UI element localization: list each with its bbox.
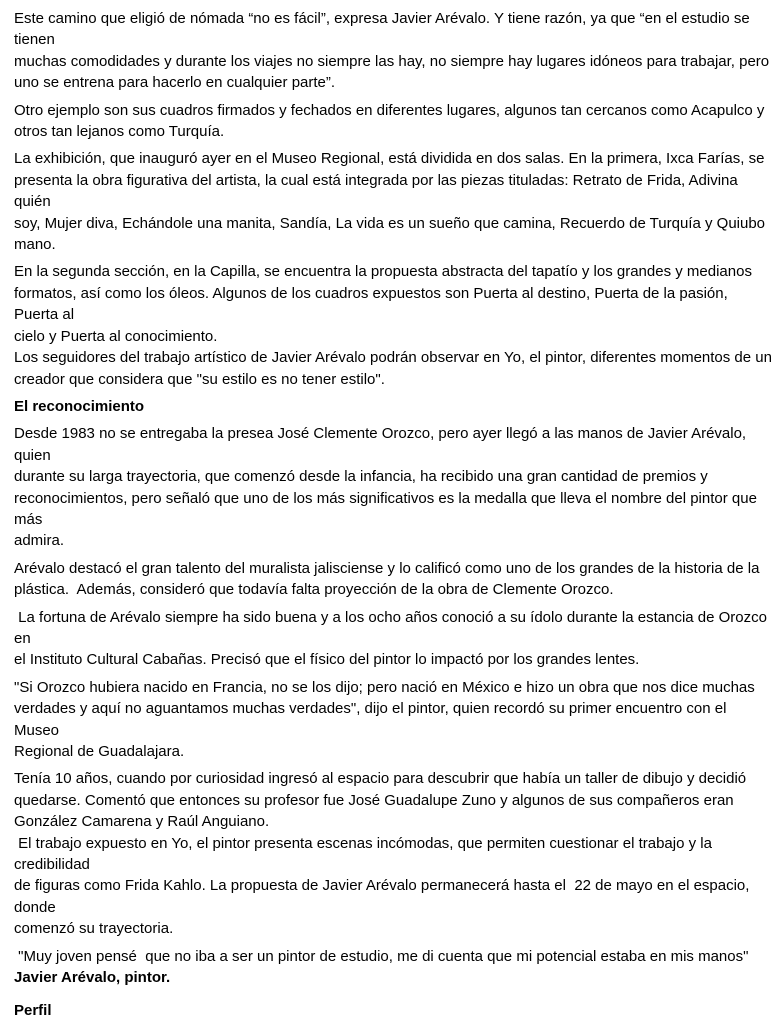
text-line: formatos, así como los óleos. Algunos de los cuadros expuestos son Puerta al destino, Puerta de la pasión, Puerta al (14, 284, 732, 324)
text-line: "Muy joven pensé que no iba a ser un pintor de estudio, me di cuenta que mi potencial estaba en mis manos" (14, 947, 749, 965)
text-line: el Instituto Cultural Cabañas. Precisó que el físico del pintor lo impactó por los grandes lentes. (14, 651, 640, 669)
paragraph (14, 558, 772, 601)
text-line: González Camarena y Raúl Anguiano. (14, 813, 270, 831)
text-line: La exhibición, que inauguró ayer en el Museo Regional, está dividida en dos salas. En la primera, Ixca Farías, se (14, 150, 765, 168)
text-line: "Si Orozco hubiera nacido en Francia, no se los dijo; pero nació en México e hizo un obra que nos dice muchas (14, 678, 755, 696)
text-line: verdades y aquí no aguantamos muchas verdades", dijo el pintor, quien recordó su primer encuentro con el Museo (14, 700, 731, 739)
text-line: Arévalo destacó el gran talento del muralista jalisciense y lo calificó como uno de los grandes de la historia de la (14, 559, 760, 577)
text-line: Perfil (14, 1002, 52, 1020)
text-line: La fortuna de Arévalo siempre ha sido buena y a los ocho años conoció a su ídolo durante la estancia de Orozco en (14, 608, 772, 647)
section-heading (14, 396, 772, 417)
text-line: Tenía 10 años, cuando por curiosidad ingresó al espacio para descubrir que había un taller de dibujo y decidió (14, 770, 747, 788)
text-line: uno se entrena para hacerlo en cualquier parte”. (14, 74, 336, 92)
text-line: de figuras como Frida Kahlo. La propuesta de Javier Arévalo permanecerá hasta el 22 de mayo en el espacio, donde (14, 877, 754, 916)
paragraph (14, 261, 772, 389)
text-line: Este camino que eligió de nómada “no es fácil”, expresa Javier Arévalo. Y tiene razón, ya que “en el estudio se tienen (14, 10, 754, 49)
text-line: presenta la obra figurativa del artista, la cual está integrada por las piezas tituladas: Retrato de Frida, Adivina quién (14, 171, 742, 211)
paragraph (14, 768, 772, 939)
text-line: El trabajo expuesto en Yo, el pintor presenta escenas incómodas, que permiten cuestionar el trabajo y la credibilidad (14, 834, 717, 874)
text-line: Regional de Guadalajara. (14, 743, 185, 760)
text-line: otros tan lejanos como Turquía. (14, 123, 225, 141)
text-line: plástica. Además, consideró que todavía falta proyección de la obra de Clemente Orozco. (14, 581, 614, 599)
text-line: muchas comodidades y durante los viajes no siempre las hay, no siempre hay lugares idóneos para trabajar, pero (14, 52, 770, 70)
paragraph (14, 423, 772, 551)
text-line: durante su larga trayectoria, que comenzó desde la infancia, ha recibido una gran cantidad de premios y (14, 468, 708, 486)
paragraph (14, 148, 772, 255)
paragraph (14, 8, 772, 94)
text-line: comenzó su trayectoria. (14, 920, 174, 938)
text-line: En la segunda sección, en la Capilla, se encuentra la propuesta abstracta del tapatío y los grandes y medianos (14, 263, 752, 281)
paragraph (14, 946, 772, 989)
text-line: admira. (14, 532, 65, 550)
paragraph (14, 607, 772, 671)
text-line: soy, Mujer diva, Echándole una manita, Sandía, La vida es un sueño que camina, Recuerdo de Turquía y Quiubo (14, 214, 766, 232)
text-line: reconocimientos, pero señaló que uno de los más significativos es la medalla que lleva el nombre del pintor que más (14, 489, 762, 528)
text-line: Javier Arévalo, pintor. (14, 969, 171, 987)
paragraph (14, 100, 772, 143)
text-line: creador que considera que "su estilo es no tener estilo". (14, 370, 385, 388)
text-line: Los seguidores del trabajo artístico de Javier Arévalo podrán observar en Yo, el pintor, diferentes momentos de un (14, 349, 772, 367)
paragraph (14, 677, 772, 763)
section-heading (14, 1000, 772, 1021)
text-line: Otro ejemplo son sus cuadros firmados y fechados en diferentes lugares, algunos tan cercanos como Acapulco y (14, 101, 765, 119)
text-line: mano. (14, 236, 56, 254)
text-line: El reconocimiento (14, 397, 145, 415)
text-line: quedarse. Comentó que entonces su profesor fue José Guadalupe Zuno y algunos de sus compañeros eran (14, 791, 734, 809)
text-line: cielo y Puerta al conocimiento. (14, 327, 218, 345)
text-line: Desde 1983 no se entregaba la presea José Clemente Orozco, pero ayer llegó a las manos de Javier Arévalo, quien (14, 425, 751, 464)
